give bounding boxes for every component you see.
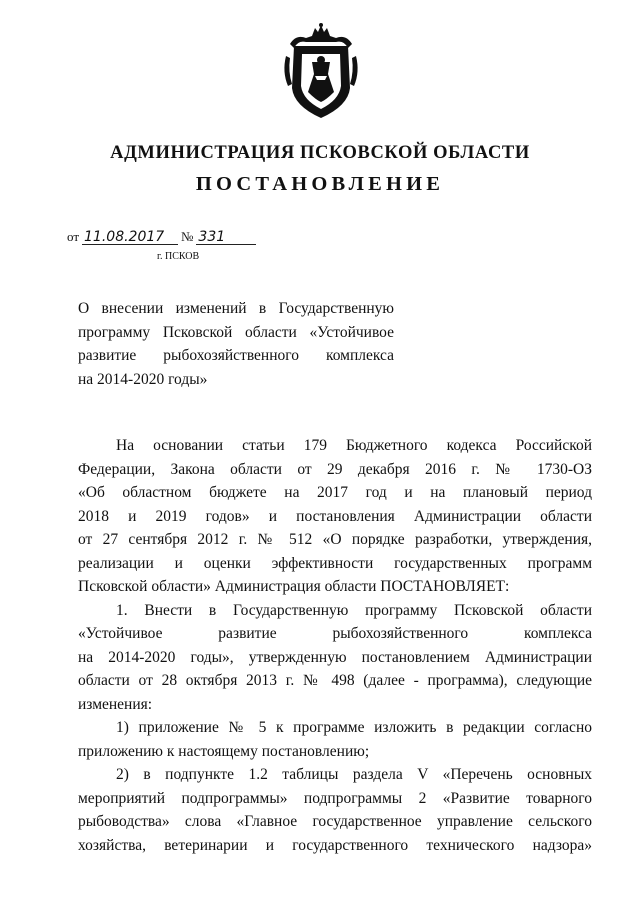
body-line: «Об областном бюджете на 2017 год и на плановый период xyxy=(78,484,592,501)
body-line: приложению к настоящему постановлению; xyxy=(78,742,370,760)
subject-line: развитие рыбохозяйственного комплекса xyxy=(78,347,394,364)
organization-title: АДМИНИСТРАЦИЯ ПСКОВСКОЙ ОБЛАСТИ xyxy=(110,143,530,163)
body-line: от 27 сентября 2012 г. № 512 «О порядке разработки, утверждения, xyxy=(78,531,592,548)
subject-line: О внесении изменений в Государственную xyxy=(78,300,394,317)
body-line: 1. Внести в Государственную программу Псковской области xyxy=(116,601,592,619)
document-date-number-line xyxy=(64,229,256,245)
body-line: рыбоводства» слова «Главное государственное управление сельского xyxy=(78,813,592,830)
body-line: На основании статьи 179 Бюджетного кодекса Российской xyxy=(116,437,592,454)
body-line: 2) в подпункте 1.2 таблицы раздела V «Перечень основных xyxy=(116,766,592,783)
document-subject xyxy=(78,297,394,391)
handwritten-number: 331 xyxy=(196,231,256,245)
number-label: № xyxy=(181,229,194,244)
body-line: Федерации, Закона области от 29 декабря 2016 г. № 1730-ОЗ xyxy=(78,460,592,478)
body-line: хозяйства, ветеринарии и государственного технического надзора» xyxy=(78,836,592,854)
document-body xyxy=(78,434,592,857)
subject-line: программу Псковской области «Устойчивое xyxy=(78,323,394,341)
body-line: изменения: xyxy=(78,695,153,713)
pskov-coat-of-arms-emblem xyxy=(282,22,360,122)
body-line: 1) приложение № 5 к программе изложить в редакции согласно xyxy=(116,719,592,736)
subject-line: на 2014-2020 годы» xyxy=(78,370,208,388)
document-type-title: ПОСТАНОВЛЕНИЕ xyxy=(195,173,445,195)
body-line: Псковской области» Администрация области ПОСТАНОВЛЯЕТ: xyxy=(78,578,510,595)
body-line: «Устойчивое развитие рыбохозяйственного комплекса xyxy=(78,625,592,642)
handwritten-date: 11.08.2017 xyxy=(82,231,178,245)
body-line: мероприятий подпрограммы» подпрограммы 2 «Развитие товарного xyxy=(78,789,592,807)
body-line: реализации и оценки эффективности государственных программ xyxy=(78,554,592,572)
date-label: от xyxy=(67,229,80,244)
body-line: на 2014-2020 годы», утвержденную постановлением Администрации xyxy=(78,648,592,666)
body-line: области от 28 октября 2013 г. № 498 (далее - программа), следующие xyxy=(78,672,592,689)
city-label: г. ПСКОВ xyxy=(157,251,200,262)
body-line: 2018 и 2019 годов» и постановления Администрации области xyxy=(78,507,592,525)
